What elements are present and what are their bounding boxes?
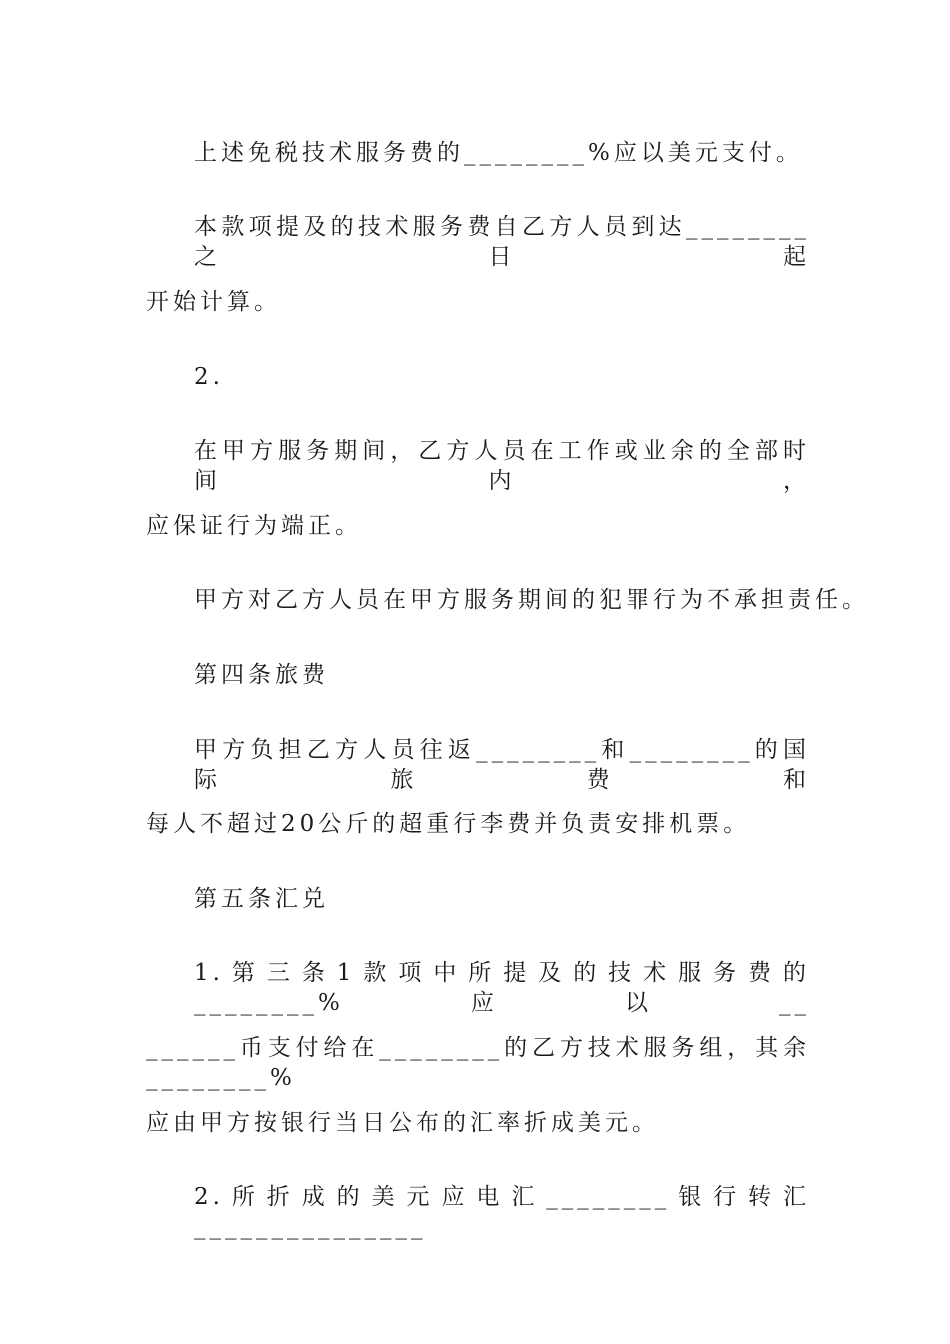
text-line-travel-cost-cont: 每人不超过20公斤的超重行李费并负责安排机票。 bbox=[146, 811, 751, 837]
text-line-liability: 甲方对乙方人员在甲方服务期间的犯罪行为不承担责任。 bbox=[194, 587, 869, 613]
text-line-conduct: 在甲方服务期间，乙方人员在工作或业余的全部时间内， bbox=[194, 438, 810, 494]
text-line-exchange-1: 1.第三条1款项中所提及的技术服务费的________%应以__ bbox=[194, 960, 810, 1016]
text-line-fee-start: 本款项提及的技术服务费自乙方人员到达________之日起 bbox=[194, 214, 810, 270]
text-line-fee-start-cont: 开始计算。 bbox=[146, 289, 281, 315]
text-line-travel-cost: 甲方负担乙方人员往返________和________的国际旅费和 bbox=[194, 737, 810, 793]
text-line-payment-currency: 上述免税技术服务费的________%应以美元支付。 bbox=[194, 140, 803, 166]
text-line-item-2: 2. bbox=[194, 364, 224, 390]
text-line-exchange-1-cont: ______币支付给在________的乙方技术服务组，其余________% bbox=[146, 1035, 810, 1091]
section-heading-travel: 第四条旅费 bbox=[194, 662, 329, 688]
text-line-exchange-2: 2.所折成的美元应电汇________银行转汇_______________ bbox=[194, 1184, 810, 1240]
section-heading-exchange: 第五条汇兑 bbox=[194, 886, 329, 912]
text-line-exchange-1-end: 应由甲方按银行当日公布的汇率折成美元。 bbox=[146, 1110, 659, 1136]
text-line-conduct-cont: 应保证行为端正。 bbox=[146, 513, 362, 539]
